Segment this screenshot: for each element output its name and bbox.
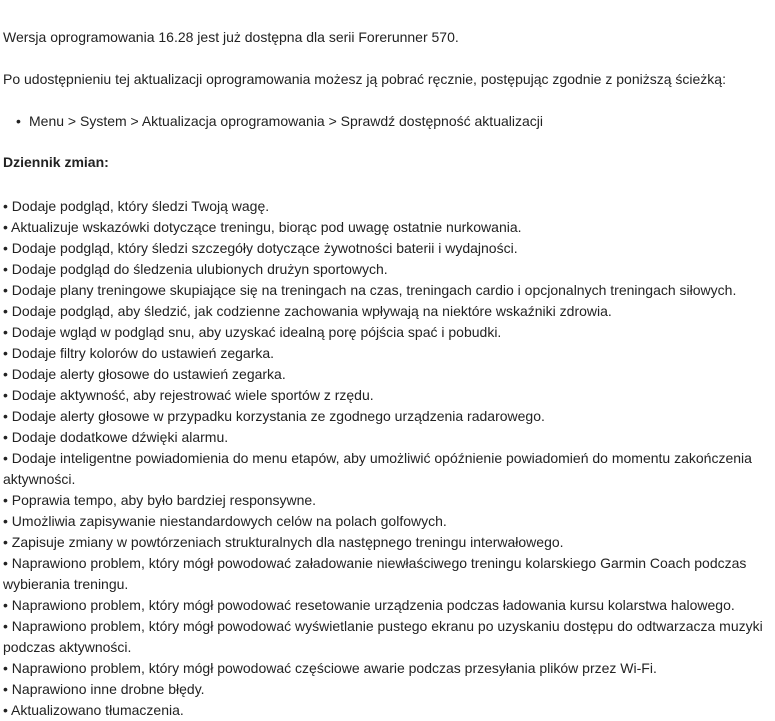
change-item: • Dodaje podgląd do śledzenia ulubionych drużyn sportowych. <box>3 261 388 277</box>
change-item: • Naprawiono problem, który mógł powodować załadowanie niewłaściwego treningu kolarskiego Garmin Coach podczas wybierania treningu. <box>3 555 747 592</box>
bullet-icon: • <box>16 113 21 129</box>
update-path-text: Po udostępnieniu tej aktualizacji oprogramowania możesz ją pobrać ręcznie, postępując zgodnie z poniższą ścieżką: <box>3 71 726 87</box>
change-item: • Dodaje alerty głosowe w przypadku korzystania ze zgodnego urządzenia radarowego. <box>3 408 545 424</box>
change-item: • Naprawiono problem, który mógł powodować resetowanie urządzenia podczas ładowania kursu kolarstwa halowego. <box>3 597 735 613</box>
change-item: • Aktualizowano tłumaczenia. <box>3 702 184 718</box>
change-item: • Dodaje aktywność, aby rejestrować wiele sportów z rzędu. <box>3 387 374 403</box>
change-item: • Dodaje plany treningowe skupiające się na treningach na czas, treningach cardio i opcjonalnych treningach siłowych. <box>3 282 737 298</box>
change-item: • Dodaje filtry kolorów do ustawień zegarka. <box>3 345 275 361</box>
change-item: • Dodaje podgląd, który śledzi szczegóły dotyczące żywotności baterii i wydajności. <box>3 240 518 256</box>
menu-path: Menu > System > Aktualizacja oprogramowania > Sprawdź dostępność aktualizacji <box>29 113 543 129</box>
intro-text: Wersja oprogramowania 16.28 jest już dostępna dla serii Forerunner 570. <box>3 29 459 45</box>
change-item: • Naprawiono problem, który mógł powodować wyświetlanie pustego ekranu po uzyskaniu dostępu do odtwarzacza muzyki podczas aktywności. <box>3 618 763 655</box>
change-item: • Naprawiono inne drobne błędy. <box>3 681 205 697</box>
change-item: • Dodaje wgląd w podgląd snu, aby uzyskać idealną porę pójścia spać i pobudki. <box>3 324 502 340</box>
change-item: • Poprawia tempo, aby było bardziej responsywne. <box>3 492 317 508</box>
changelog-list <box>3 196 768 721</box>
change-item: • Umożliwia zapisywanie niestandardowych celów na polach golfowych. <box>3 513 447 529</box>
changelog-title: Dziennik zmian: <box>3 154 109 170</box>
change-item: • Naprawiono problem, który mógł powodować częściowe awarie podczas przesyłania plików przez Wi-Fi. <box>3 660 657 676</box>
change-item: • Dodaje inteligentne powiadomienia do menu etapów, aby umożliwić opóźnienie powiadomień do momentu zakończenia aktywności. <box>3 450 752 487</box>
change-item: • Dodaje podgląd, aby śledzić, jak codzienne zachowania wpływają na niektóre wskaźniki zdrowia. <box>3 303 612 319</box>
change-item: • Dodaje dodatkowe dźwięki alarmu. <box>3 429 229 445</box>
change-item: • Aktualizuje wskazówki dotyczące treningu, biorąc pod uwagę ostatnie nurkowania. <box>3 219 522 235</box>
change-item: • Zapisuje zmiany w powtórzeniach strukturalnych dla następnego treningu interwałowego. <box>3 534 564 550</box>
change-item: • Dodaje alerty głosowe do ustawień zegarka. <box>3 366 286 382</box>
change-item: • Dodaje podgląd, który śledzi Twoją wagę. <box>3 198 270 214</box>
